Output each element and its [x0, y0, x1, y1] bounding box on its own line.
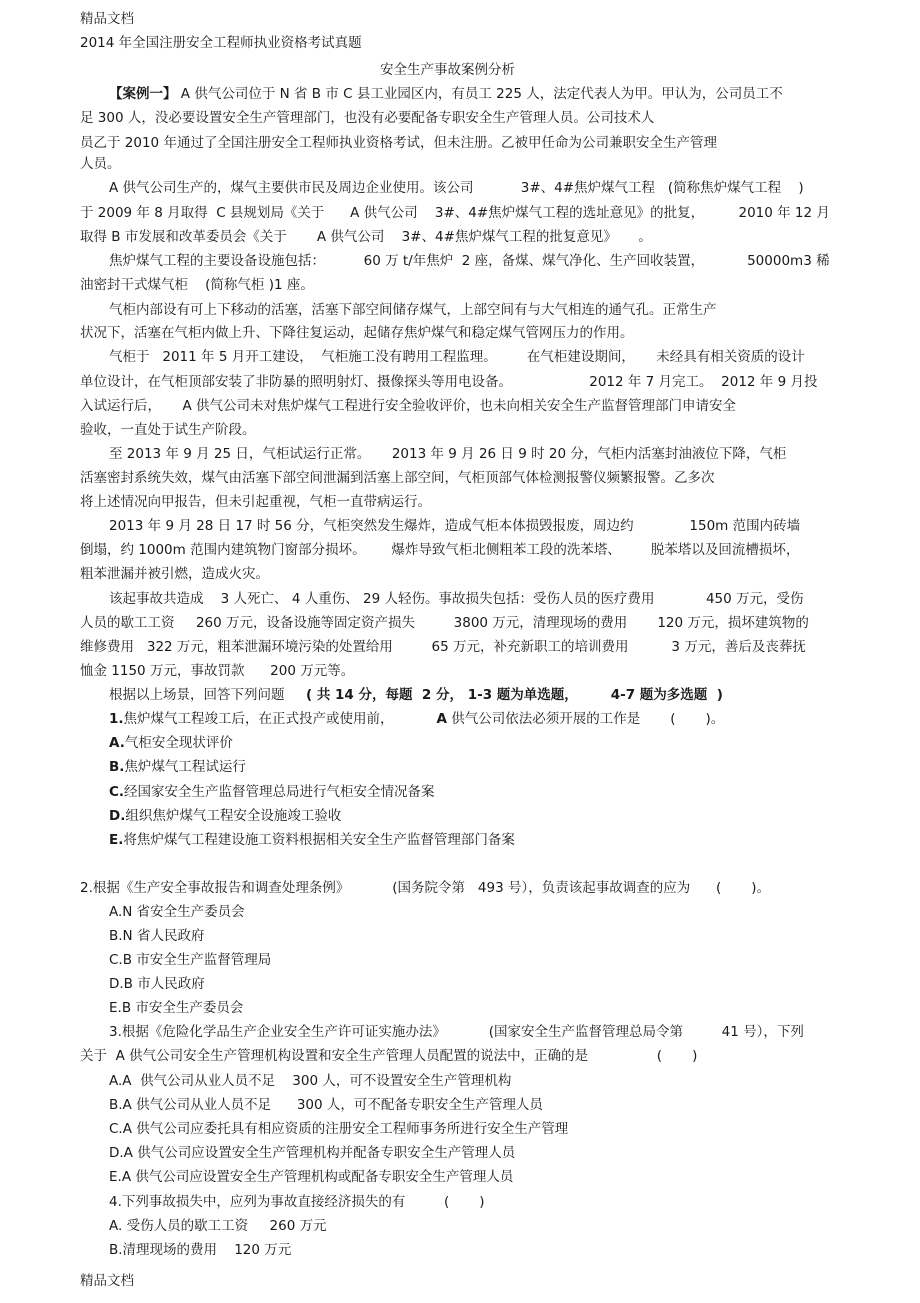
q1-option-label: B.: [109, 759, 125, 775]
case-line-13: 单位设计，在气柜顶部安装了非防暴的照明射灯、摄像探头等用电设备。 2012 年 7 月完工。 2012 年 9 月投: [80, 374, 818, 390]
q1-option-b: [109, 757, 246, 777]
question-3-stem-line-2: 关于 A 供气公司安全生产管理机构设置和安全生产管理人员配置的说法中，正确的是 ( ): [80, 1048, 698, 1064]
case-l1: A 供气公司位于 N 省 B 市 C 县工业园区内，有员工 225 人，法定代表人为甲。甲认为，公司员工不: [176, 86, 783, 102]
q3-option-c: C.A 供气公司应委托具有相应资质的注册安全工程师事务所进行安全生产管理: [109, 1121, 569, 1137]
q1-option-a: [109, 733, 233, 753]
case-line-7: 取得 B 市发展和改革委员会《关于 A 供气公司 3#、4#焦炉煤气工程的批复意见》 。: [80, 229, 652, 245]
case-line-9: 油密封干式煤气柜 (简称气柜 )1 座。: [80, 277, 314, 293]
question-1-stem: [109, 709, 724, 729]
case-line-8: 焦炉煤气工程的主要设备设施包括： 60 万 t/年焦炉 2 座，备煤、煤气净化、生产回收装置， 50000m3 稀: [109, 253, 830, 269]
case-line-10: 气柜内部设有可上下移动的活塞，活塞下部空间储存煤气，上部空间有与大气相连的通气孔。正常生产: [109, 302, 717, 318]
case-line-23: 人员的歇工工资 260 万元，设备设施等固定资产损失 3800 万元，清理现场的费用 120 万元，损坏建筑物的: [80, 615, 809, 631]
case-line-15: 验收，一直处于试生产阶段。: [80, 422, 256, 438]
q1-stem-a: A: [436, 711, 447, 727]
q2-option-d: D.B 市人民政府: [109, 976, 205, 992]
case-line-20: 倒塌，约 1000m 范围内建筑物门窗部分损坏。 爆炸导致气柜北侧粗苯工段的洗苯塔、 脱苯塔以及回流槽损坏，: [80, 542, 800, 558]
q2-option-e: E.B 市安全生产委员会: [109, 1000, 244, 1016]
q2-option-b: B.N 省人民政府: [109, 928, 205, 944]
q1-option-label: E.: [109, 832, 124, 848]
footer-watermark: 精品文档: [80, 1273, 134, 1289]
case-line-11: 状况下，活塞在气柜内做上升、下降往复运动，起储存焦炉煤气和稳定煤气管网压力的作用。: [80, 325, 634, 341]
case-line-25: 恤金 1150 万元，事故罚款 200 万元等。: [80, 663, 355, 679]
q4-option-b: B.清理现场的费用 120 万元: [109, 1242, 292, 1258]
q1-option-label: D.: [109, 808, 126, 824]
case-line-16: 至 2013 年 9 月 25 日，气柜试运行正常。 2013 年 9 月 26 日 9 时 20 分，气柜内活塞封油液位下降，气柜: [109, 446, 787, 462]
q3-option-e: E.A 供气公司应设置安全生产管理机构或配备专职安全生产管理人员: [109, 1169, 514, 1185]
q1-stem: 焦炉煤气工程竣工后，在正式投产或使用前，: [123, 711, 437, 727]
question-2-stem: 2.根据《生产安全事故报告和调查处理条例》 (国务院令第 493 号），负责该起事故调查的应为 ( )。: [80, 880, 771, 896]
case-line-17: 活塞密封系统失效，煤气由活塞下部空间泄漏到活塞上部空间，气柜顶部气体检测报警仪频繁报警。乙多次: [80, 470, 715, 486]
q1-option-label: C.: [109, 784, 125, 800]
case-line-14: 入试运行后， A 供气公司未对焦炉煤气工程进行安全验收评价，也未向相关安全生产监督管理部门申请安全: [80, 398, 736, 414]
case-line-24: 维修费用 322 万元，粗苯泄漏环境污染的处置给用 65 万元，补充新职工的培训费用 3 万元，善后及丧葬抚: [80, 639, 806, 655]
q2-option-c: C.B 市安全生产监督管理局: [109, 952, 272, 968]
case-line-3: 员乙于 2010 年通过了全国注册安全工程师执业资格考试，但未注册。乙被甲任命为公司兼职安全生产管理: [80, 135, 717, 151]
case-line-2: 足 300 人，没必要设置安全生产管理部门，也没有必要配备专职安全生产管理人员。公司技术人: [80, 110, 655, 126]
case-line-19: 2013 年 9 月 28 日 17 时 56 分，气柜突然发生爆炸，造成气柜本体损毁报废，周边约 150m 范围内砖墙: [109, 518, 801, 534]
case-label: 【案例一】: [109, 86, 177, 102]
q1-option-e: [109, 830, 515, 850]
case-line-12: 气柜于 2011 年 5 月开工建设， 气柜施工没有聘用工程监理。 在气柜建设期间， 未经具有相关资质的设计: [109, 349, 805, 365]
instructions: [109, 685, 723, 705]
case-line-22: 该起事故共造成 3 人死亡、 4 人重伤、 29 人轻伤。事故损失包括：受伤人员的医疗费用 450 万元，受伤: [109, 591, 804, 607]
q1-option-text: 将焦炉煤气工程建设施工资料根据相关安全生产监督管理部门备案: [123, 832, 515, 848]
q3-option-d: D.A 供气公司应设置安全生产管理机构并配备专职安全生产管理人员: [109, 1145, 516, 1161]
case-line-5: A 供气公司生产的，煤气主要供市民及周边企业使用。该公司 3#、4#焦炉煤气工程 (简称焦炉煤气工程 ): [109, 180, 804, 196]
q1-option-text: 气柜安全现状评价: [124, 735, 233, 751]
q3-option-a: A.A 供气公司从业人员不足 300 人，可不设置安全生产管理机构: [109, 1073, 512, 1089]
case-line-21: 粗苯泄漏并被引燃，造成火灾。: [80, 566, 269, 582]
case-line-6: 于 2009 年 8 月取得 C 县规划局《关于 A 供气公司 3#、4#焦炉煤气工程的选址意见》的批复， 2010 年 12 月: [80, 205, 830, 221]
q1-stem-end: 供气公司依法必须开展的工作是 ( )。: [446, 711, 725, 727]
q1-number: 1.: [109, 711, 124, 727]
question-3-stem-line-1: 3.根据《危险化学品生产企业安全生产许可证实施办法》 (国家安全生产监督管理总局令第 41 号），下列: [109, 1024, 804, 1040]
exam-title: 2014 年全国注册安全工程师执业资格考试真题: [80, 35, 362, 51]
question-4-stem: 4.下列事故损失中，应列为事故直接经济损失的有 ( ): [109, 1194, 485, 1210]
q3-option-b: B.A 供气公司从业人员不足 300 人，可不配备专职安全生产管理人员: [109, 1097, 543, 1113]
q1-option-d: [109, 806, 341, 826]
q1-option-label: A.: [109, 735, 125, 751]
q4-option-a: A. 受伤人员的歇工工资 260 万元: [109, 1218, 327, 1234]
instructions-bold: ( 共 14 分，每题 2 分， 1-3 题为单选题， 4-7 题为多选题 ): [305, 687, 723, 703]
instructions-prefix: 根据以上场景，回答下列问题: [109, 687, 285, 703]
section-title: 安全生产事故案例分析: [380, 62, 515, 78]
q1-option-c: [109, 782, 435, 802]
q2-option-a: A.N 省安全生产委员会: [109, 904, 245, 920]
case-paragraph-1-line-1: [109, 84, 783, 104]
case-line-4: 人员。: [80, 156, 121, 172]
q1-option-text: 组织焦炉煤气工程安全设施竣工验收: [125, 808, 342, 824]
case-line-18: 将上述情况向甲报告，但未引起重视，气柜一直带病运行。: [80, 494, 431, 510]
header-watermark: 精品文档: [80, 11, 134, 27]
q1-option-text: 经国家安全生产监督管理总局进行气柜安全情况备案: [124, 784, 435, 800]
q1-option-text: 焦炉煤气工程试运行: [124, 759, 246, 775]
